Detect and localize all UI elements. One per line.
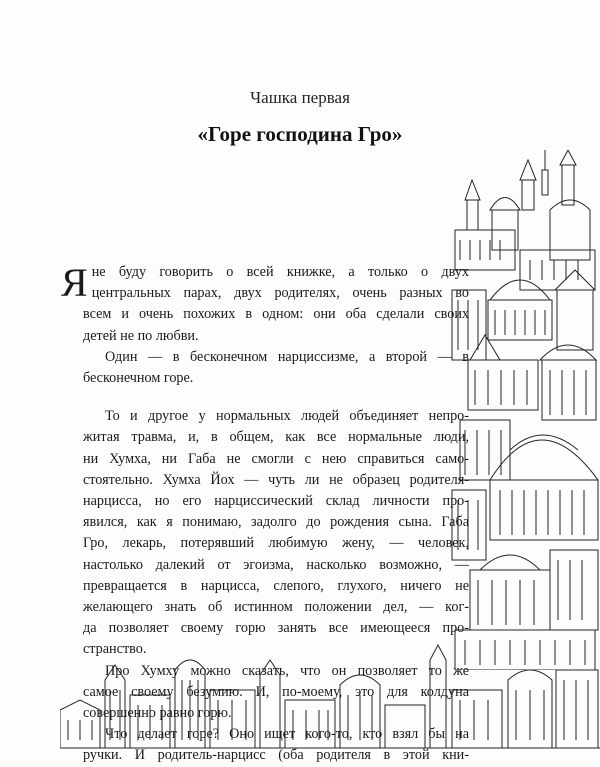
paragraph-1	[61, 260, 469, 347]
text-line: самое своему безумию. И, по-моему, это для колдуна	[83, 683, 469, 700]
text-line: странство.	[83, 641, 147, 658]
text-line: Что делает горе? Оно ищет кого-то, кто взял бы на	[105, 726, 469, 743]
text-line: стоятельно. Хумха Йох — чуть ли не образец родителя-	[83, 471, 469, 488]
text-line: Про Хумху можно сказать, что он позволяет то же	[105, 662, 469, 679]
text-line: всем и очень похожих в одном: они оба сделали своих	[83, 306, 469, 323]
text-line: нарцисса, но его нарциссический склад личности про-	[83, 493, 469, 510]
text-line: совершенно равно горю.	[83, 705, 232, 722]
text-line: Один — в бесконечном нарциссизме, а второй — в	[105, 348, 469, 365]
text-line: центральных парах, двух родителях, очень разных во	[91, 285, 469, 302]
paragraph-3	[83, 406, 469, 660]
drop-cap: Я	[61, 260, 88, 305]
paragraph-2	[83, 347, 469, 389]
text-line: превращается в нарцисса, слепого, глухого, ничего не	[83, 577, 469, 594]
chapter-label: Чашка первая	[250, 88, 350, 107]
text-line: да позволяет своему горю занять все имеющееся про-	[83, 620, 469, 637]
text-line: ни Хумха, ни Габа не смогли с нею справиться само-	[83, 450, 469, 467]
text-line: Гро, лекарь, потерявший любимую жену, — человек,	[83, 535, 469, 552]
castle-tower-illustration	[450, 150, 600, 670]
text-line: настолько далекий от эгоизма, насколько возможно, —	[83, 556, 469, 573]
city-skyline-illustration	[60, 640, 600, 750]
text-line: явился, как я понимаю, задолго до рождения сына. Габа	[83, 514, 469, 531]
text-line: ручки. И родитель-нарцисс (оба родителя в этой кни-	[83, 747, 469, 764]
text-line: житая травма, и, в общем, как все нормальные люди,	[83, 429, 469, 446]
text-line: детей не по любви.	[83, 327, 199, 344]
chapter-title: «Горе господина Гро»	[197, 122, 403, 146]
text-line: не буду говорить о всей книжке, а только о двух	[91, 264, 469, 280]
text-line: То и другое у нормальных людей объединяет непро-	[105, 408, 469, 425]
text-line: бесконечном горе.	[83, 370, 194, 387]
text-line: желающего знать об истинном положении дел, — ког-	[83, 599, 469, 616]
